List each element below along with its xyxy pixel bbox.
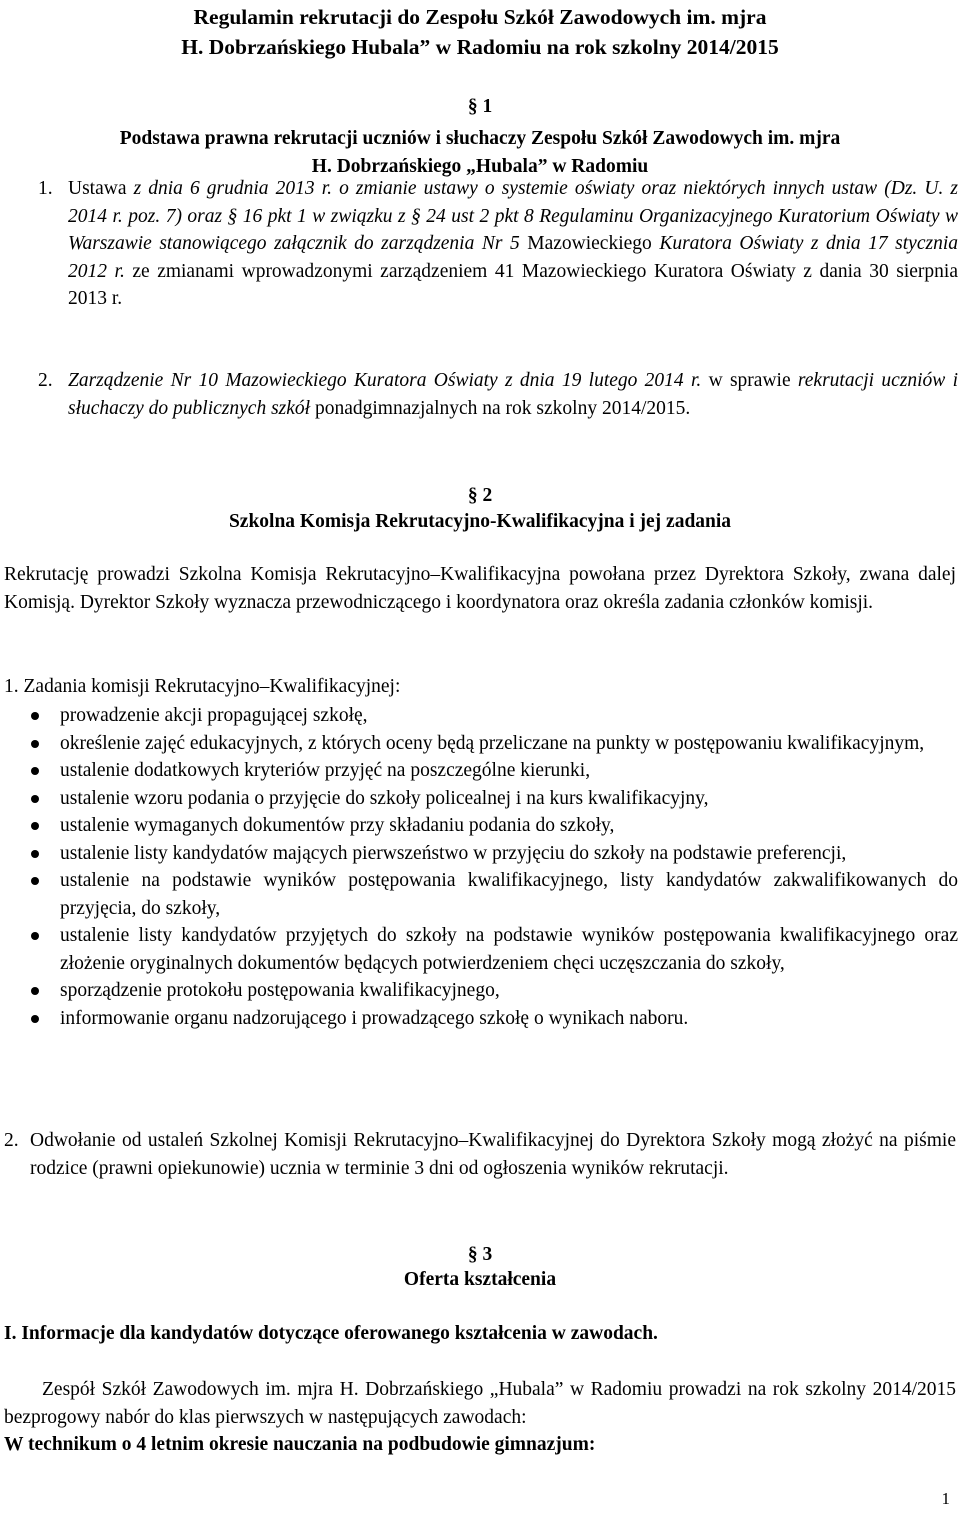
- appeal-item: [0, 1127, 956, 1182]
- bullet-icon: [31, 850, 39, 858]
- list-item: ustalenie listy kandydatów mających pierwszeństwo w przyjęciu do szkoły na podstawie preferencji,: [28, 840, 958, 868]
- section-3-subheading: I. Informacje dla kandydatów dotyczące oferowanego kształcenia w zawodach.: [4, 1323, 658, 1344]
- section-2-number: § 2: [467, 485, 493, 506]
- list-item: prowadzenie akcji propagującej szkołę,: [28, 702, 958, 730]
- appeal-text: Odwołanie od ustaleń Szkolnej Komisji Rekrutacyjno–Kwalifikacyjnej do Dyrektora Szkoły mogą złożyć na piśmie rodzice (prawni opiekunowie) ucznia w terminie 3 dni od ogłoszenia wyników rekrutacji.: [30, 1130, 956, 1179]
- bullet-icon: [31, 767, 39, 775]
- list-item: informowanie organu nadzorującego i prowadzącego szkołę o wynikach naboru.: [28, 1005, 958, 1033]
- commission-tasks-label: 1. Zadania komisji Rekrutacyjno–Kwalifikacyjnej:: [4, 676, 401, 697]
- item-number: 1.: [38, 178, 53, 199]
- list-item: ustalenie dodatkowych kryteriów przyjęć na poszczególne kierunki,: [28, 757, 958, 785]
- section-1-number: § 1: [467, 96, 493, 117]
- item-number: 2.: [4, 1130, 19, 1151]
- bullet-icon: [31, 795, 39, 803]
- title-line-1: Regulamin rekrutacji do Zespołu Szkół Zawodowych im. mjra: [193, 5, 767, 29]
- section-1-heading-line-1: Podstawa prawna rekrutacji uczniów i słuchaczy Zespołu Szkół Zawodowych im. mjra: [119, 128, 841, 149]
- section-3-number: § 3: [467, 1244, 493, 1265]
- page-number: 1: [941, 1489, 950, 1508]
- item-text: Zarządzenie Nr 10 Mazowieckiego Kuratora Oświaty z dnia 19 lutego 2014 r. w sprawie rekrutacji uczniów i słuchaczy do publicznych szkół ponadgimnazjalnych na rok szkolny 2014/2015.: [68, 370, 959, 419]
- legal-basis-item-1: [28, 175, 958, 313]
- list-item: ustalenie na podstawie wyników postępowania kwalifikacyjnego, listy kandydatów zakwalifikowanych do przyjęcia, do szkoły,: [28, 867, 958, 922]
- section-1-heading-line-2: H. Dobrzańskiego „Hubala” w Radomiu: [311, 155, 649, 177]
- section-3-heading: Oferta kształcenia: [403, 1269, 557, 1290]
- commission-intro-paragraph: Rekrutację prowadzi Szkolna Komisja Rekrutacyjno–Kwalifikacyjna powołana przez Dyrektora Szkoły, zwana dalej Komisją. Dyrektor Szkoły wyznacza przewodniczącego i koordynatora oraz określa zadania członków komisji.: [4, 564, 956, 613]
- item-text: Ustawa z dnia 6 grudnia 2013 r. o zmianie ustawy o systemie oświaty oraz niektórych innych ustaw (Dz. U. z 2014 r. poz. 7) oraz § 16 pkt 1 w związku z § 24 ust 2 pkt 8 Regulaminu Organizacyjnego Kuratorium Oświaty w Warszawie stanowiącego załącznik do zarządzenia Nr 5 Mazowieckiego Kuratora Oświaty z dnia 17 stycznia 2012 r. ze zmianami wprowadzonymi zarządzeniem 41 Mazowieckiego Kuratora Oświaty z dania 30 sierpnia 2013 r.: [68, 178, 958, 309]
- document-title: [0, 2, 960, 62]
- title-line-2: H. Dobrzańskiego Hubala” w Radomiu na rok szkolny 2014/2015: [181, 35, 779, 59]
- list-item: ustalenie wzoru podania o przyjęcie do szkoły policealnej i na kurs kwalifikacyjny,: [28, 785, 958, 813]
- bullet-icon: [31, 740, 39, 748]
- list-item: ustalenie listy kandydatów przyjętych do szkoły na podstawie wyników postępowania kwalifikacyjnego oraz złożenie oryginalnych dokumentów będących potwierdzeniem chęci uczęszczania do szkoły,: [28, 922, 958, 977]
- bullet-icon: [31, 1015, 39, 1023]
- bullet-icon: [31, 932, 39, 940]
- commission-tasks-list: [28, 702, 958, 1032]
- list-item: sporządzenie protokołu postępowania kwalifikacyjnego,: [28, 977, 958, 1005]
- list-item: ustalenie wymaganych dokumentów przy składaniu podania do szkoły,: [28, 812, 958, 840]
- section-2-heading: Szkolna Komisja Rekrutacyjno-Kwalifikacyjna i jej zadania: [228, 511, 732, 532]
- offer-intro-paragraph: Zespół Szkół Zawodowych im. mjra H. Dobrzańskiego „Hubala” w Radomiu prowadzi na rok szkolny 2014/2015 bezprogowy nabór do klas pierwszych w następujących zawodach:: [4, 1379, 956, 1428]
- bullet-icon: [31, 822, 39, 830]
- bullet-icon: [31, 877, 39, 885]
- legal-basis-item-2: [28, 367, 958, 422]
- technikum-line: W technikum o 4 letnim okresie nauczania na podbudowie gimnazjum:: [4, 1434, 596, 1455]
- item-number: 2.: [38, 370, 53, 391]
- bullet-icon: [31, 712, 39, 720]
- list-item: określenie zajęć edukacyjnych, z których oceny będą przeliczane na punkty w postępowaniu kwalifikacyjnym,: [28, 730, 958, 758]
- section-1-heading: [0, 125, 960, 180]
- bullet-icon: [31, 987, 39, 995]
